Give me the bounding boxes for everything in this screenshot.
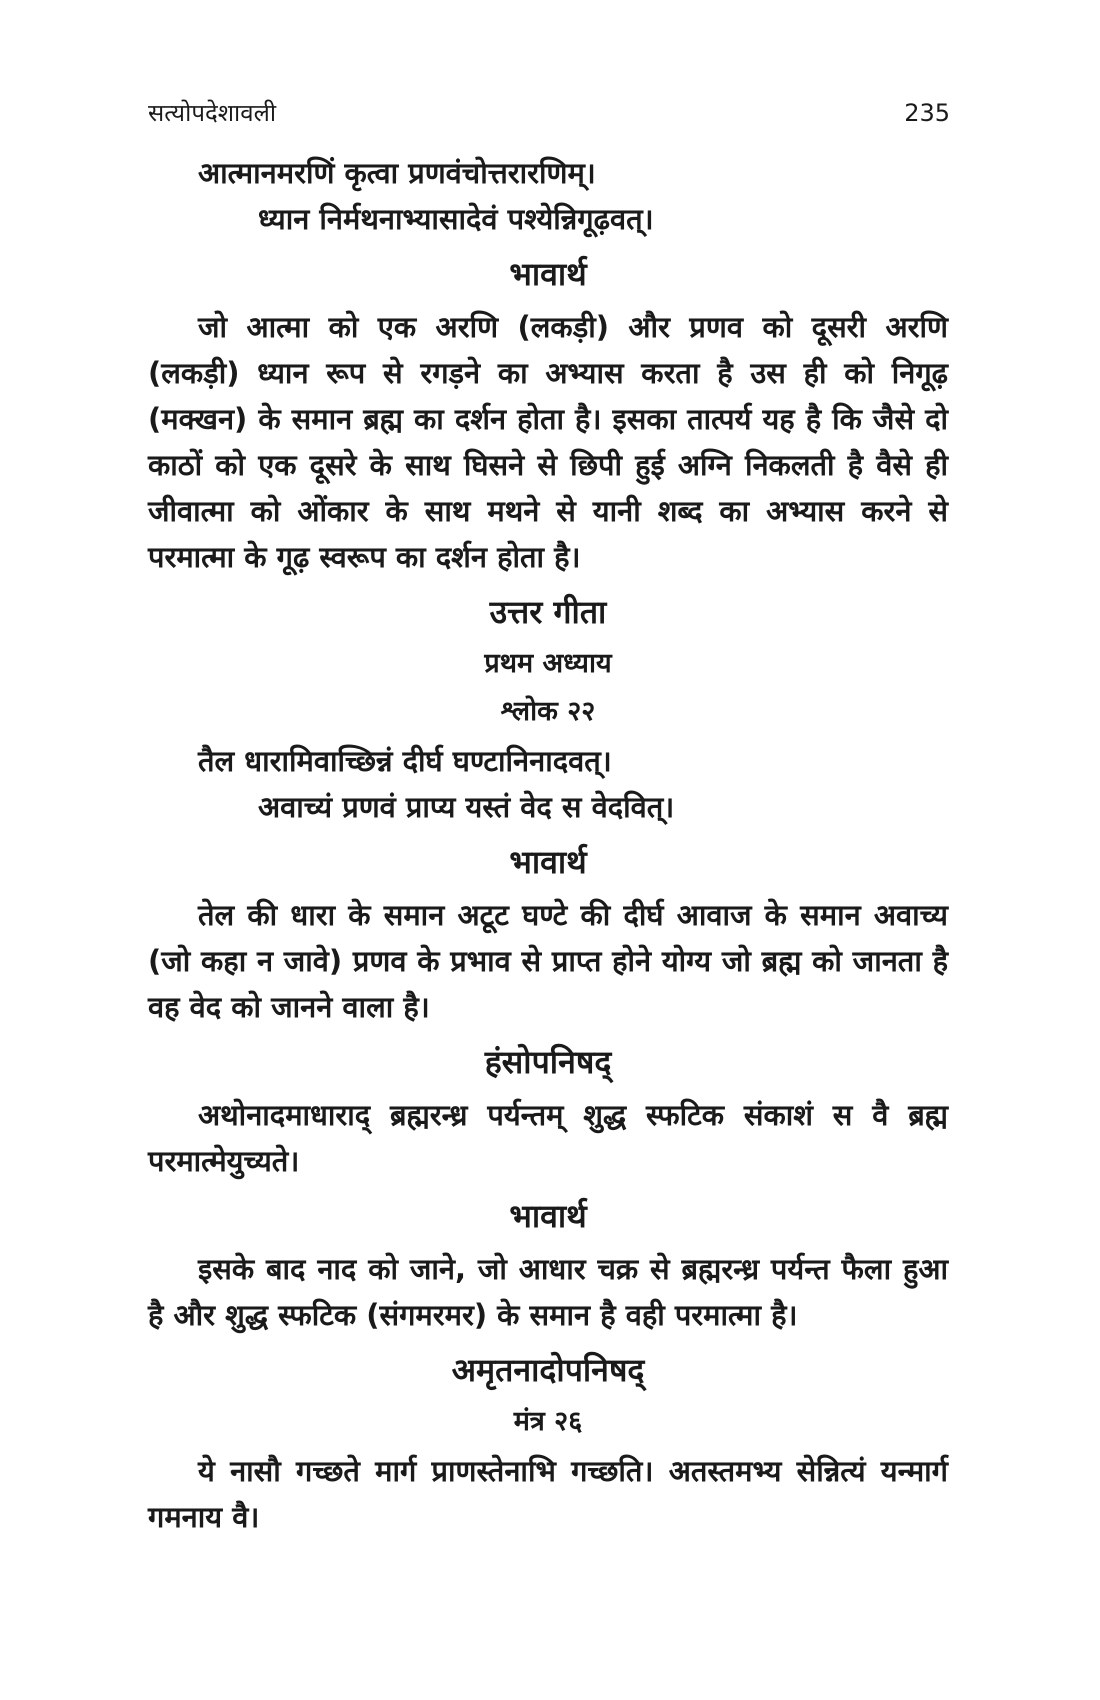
subheading-shlok: श्लोक २२: [500, 696, 596, 727]
subheading-mantra: मंत्र २६: [513, 1406, 583, 1437]
paragraph-1: जो आत्मा को एक अरणि (लकड़ी) और प्रणव को दूसरी अरणि (लकड़ी) ध्यान रूप से रगड़ने का अभ्यास करता है उस ही को निगूढ़ (मक्खन) के समान ब्रह्म का दर्शन होता है। इसका तात्पर्य यह है कि जैसे दो काठों को एक दूसरे के साथ घिसने से छिपी हुई अग्नि निकलती है वैसे ही जीवात्मा को ओंकार के साथ मथने से यानी शब्द का अभ्यास करने से परमात्मा के गूढ़ स्वरूप का दर्शन होता है।: [148, 310, 948, 574]
running-header: [148, 96, 950, 129]
verse-1-line-2: ध्यान निर्मथनाभ्यासादेवं पश्येन्निगूढ़वत्।: [258, 202, 654, 236]
verse-1-line-1: आत्मानमरणिं कृत्वा प्रणवंचोत्तरारणिम्।: [198, 156, 596, 190]
section-heading-uttar-gita: उत्तर गीता: [489, 593, 607, 631]
section-heading-amritnadopanishad: अमृतनादोपनिषद्: [451, 1351, 645, 1389]
paragraph-5: ये नासौ गच्छते मार्ग प्राणस्तेनाभि गच्छति। अतस्तमभ्य सेन्नित्यं यन्मार्ग गमनाय वै।: [148, 1454, 948, 1534]
section-heading-bhavarth-2: भावार्थ: [509, 843, 587, 881]
running-title: सत्योपदेशावली: [148, 99, 277, 127]
paragraph-3: अथोनादमाधाराद् ब्रह्मरन्ध्र पर्यन्तम् शुद्ध स्फटिक संकाशं स वै ब्रह्म परमात्मेयुच्यते।: [148, 1098, 948, 1178]
verse-2-line-2: अवाच्यं प्रणवं प्राप्य यस्तं वेद स वेदवित्।: [258, 790, 675, 824]
page-body: [148, 150, 948, 1540]
subheading-chapter: प्रथम अध्याय: [484, 648, 612, 679]
paragraph-2: तेल की धारा के समान अटूट घण्टे की दीर्घ आवाज के समान अवाच्य (जो कहा न जावे) प्रणव के प्रभाव से प्राप्त होने योग्य जो ब्रह्म को जानता है वह वेद को जानने वाला है।: [148, 898, 948, 1024]
verse-2-line-1: तैल धारामिवाच्छिन्नं दीर्घ घण्टानिनादवत्।: [198, 744, 612, 778]
section-heading-bhavarth-3: भावार्थ: [509, 1197, 587, 1235]
paragraph-4: इसके बाद नाद को जाने, जो आधार चक्र से ब्रह्मरन्ध्र पर्यन्त फैला हुआ है और शुद्ध स्फटिक (संगमरमर) के समान है वही परमात्मा है।: [148, 1252, 948, 1332]
section-heading-bhavarth-1: भावार्थ: [509, 255, 587, 293]
section-heading-hansopanishad: हंसोपनिषद्: [484, 1043, 612, 1081]
page-number: 235: [904, 99, 950, 127]
